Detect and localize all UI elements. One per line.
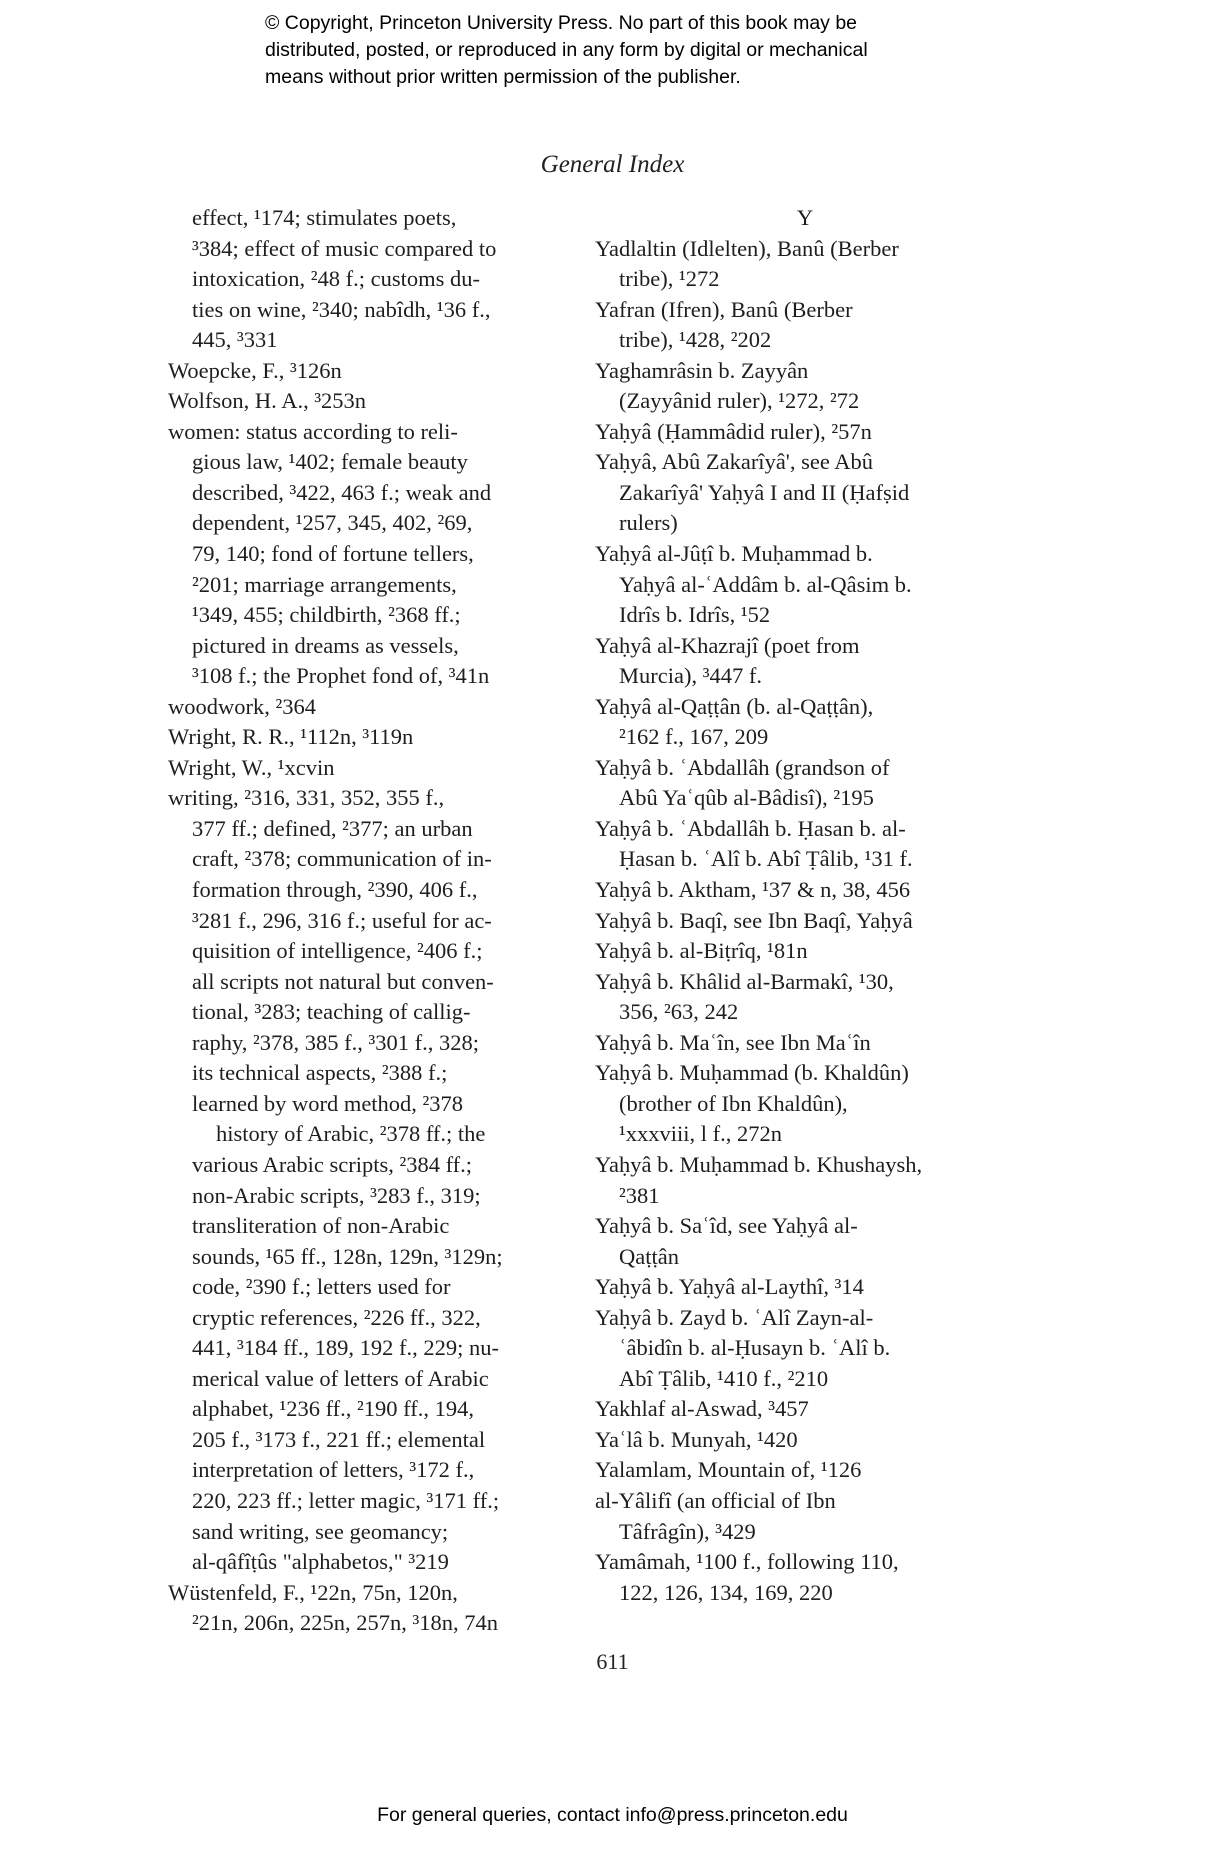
index-line: Abî Ṭâlib, ¹410 f., ²210 [619,1365,829,1391]
index-entry: Yaḥyâ b. Maʿîn, see Ibn Maʿîn [595,1029,871,1055]
index-entry: Yaḥyâ b. ʿAbdallâh b. Ḥasan b. al- [595,815,906,841]
index-line: ¹349, 455; childbirth, ²368 ff.; [192,602,461,628]
index-entry: Yaḥyâ b. al-Biṭrîq, ¹81n [595,938,808,964]
index-line: learned by word method, ²378 [192,1090,464,1116]
index-line: ³281 f., 296, 316 f.; useful for ac- [192,907,492,933]
index-entry: Yaḥyâ (Ḥammâdid ruler), ²57n [595,418,872,444]
index-line: merical value of letters of Arabic [192,1365,489,1391]
index-entry: woodwork, ²364 [168,693,316,719]
index-line: Murcia), ³447 f. [619,663,762,689]
index-entry: Yaḥyâ b. Saʿîd, see Yaḥyâ al- [595,1213,858,1239]
copyright-line: means without prior written permission of the publisher. [265,66,741,88]
index-entry: al-Yâlifî (an official of Ibn [595,1487,836,1513]
index-line: 377 ff.; defined, ²377; an urban [192,815,473,841]
index-line: Ḥasan b. ʿAlî b. Abî Ṭâlib, ¹31 f. [619,846,913,872]
index-line: 356, ²63, 242 [619,999,739,1025]
index-entry: Yaḥyâ b. Aktham, ¹37 & n, 38, 456 [595,877,911,903]
index-line: ¹xxxviii, l f., 272n [619,1121,782,1147]
copyright-line: © Copyright, Princeton University Press. No part of this book may be [265,12,858,34]
index-entry: Yaḥyâ b. Zayd b. ʿAlî Zayn-al- [595,1304,874,1330]
index-line: 445, ³331 [192,327,278,353]
index-entry: Yaḥyâ al-Khazrajî (poet from [595,632,860,658]
index-line: Tâfrâgîn), ³429 [619,1518,756,1544]
index-line: Qaṭṭân [619,1243,679,1269]
index-line: 205 f., ³173 f., 221 ff.; elemental [192,1426,486,1452]
index-entry: Yamâmah, ¹100 f., following 110, [595,1549,899,1575]
index-entry: Woepcke, F., ³126n [168,357,342,383]
index-entry: Wright, W., ¹xcvin [168,754,335,780]
index-line: pictured in dreams as vessels, [192,632,459,658]
index-line: Abû Yaʿqûb al-Bâdisî), ²195 [619,785,874,811]
index-line: transliteration of non-Arabic [192,1213,450,1239]
index-entry: Yaḥyâ, Abû Zakarîyâ', see Abû [595,449,873,475]
index-line: gious law, ¹402; female beauty [192,449,468,475]
index-line: sand writing, see geomancy; [192,1518,449,1544]
copyright-notice [265,10,1025,91]
index-line: ²21n, 206n, 225n, 257n, ³18n, 74n [192,1610,498,1636]
index-entry: Yaḥyâ b. Yaḥyâ al-Laythî, ³14 [595,1274,864,1300]
index-line: non-Arabic scripts, ³283 f., 319; [192,1182,481,1208]
index-entry: Yalamlam, Mountain of, ¹126 [595,1457,862,1483]
index-line: intoxication, ²48 f.; customs du- [192,266,480,292]
page-number: 611 [596,1649,629,1674]
index-column-right [595,203,1015,1608]
index-line: 441, ³184 ff., 189, 192 f., 229; nu- [192,1335,499,1361]
index-entry: Yaḥyâ b. Muḥammad (b. Khaldûn) [595,1060,909,1086]
index-entry: Wüstenfeld, F., ¹22n, 75n, 120n, [168,1579,458,1605]
index-line: cryptic references, ²226 ff., 322, [192,1304,481,1330]
index-line: ties on wine, ²340; nabîdh, ¹36 f., [192,296,491,322]
index-line: ²381 [619,1182,660,1208]
index-line: code, ²390 f.; letters used for [192,1274,451,1300]
index-line: (brother of Ibn Khaldûn), [619,1090,848,1116]
index-line: its technical aspects, ²388 f.; [192,1060,448,1086]
index-line: Yaḥyâ al-ʿAddâm b. al-Qâsim b. [619,571,912,597]
index-entry: Yafran (Ifren), Banû (Berber [595,296,853,322]
index-line: raphy, ²378, 385 f., ³301 f., 328; [192,1029,479,1055]
running-head: General Index [540,151,685,178]
index-line: tional, ³283; teaching of callig- [192,999,471,1025]
index-line: quisition of intelligence, ²406 f.; [192,938,483,964]
index-line: rulers) [619,510,678,536]
footer-contact: For general queries, contact info@press.princeton.edu [377,1804,848,1826]
index-line: 122, 126, 134, 169, 220 [619,1579,833,1605]
index-line: ²201; marriage arrangements, [192,571,457,597]
index-entry: Yaghamrâsin b. Zayyân [595,357,809,383]
index-entry: Yaḥyâ b. Baqî, see Ibn Baqî, Yaḥyâ [595,907,913,933]
index-line: various Arabic scripts, ²384 ff.; [192,1151,473,1177]
index-line: ²162 f., 167, 209 [619,724,769,750]
index-line: sounds, ¹65 ff., 128n, 129n, ³129n; [192,1243,503,1269]
index-entry: Yadlaltin (Idlelten), Banû (Berber [595,235,899,261]
index-entry: Wright, R. R., ¹112n, ³119n [168,724,414,750]
index-line: history of Arabic, ²378 ff.; the [216,1121,486,1147]
index-line: described, ³422, 463 f.; weak and [192,479,492,505]
index-entry: women: status according to reli- [168,418,458,444]
index-entry: Yaḥyâ b. Khâlid al-Barmakî, ¹30, [595,968,894,994]
section-letter: Y [796,205,814,230]
index-entry: writing, ²316, 331, 352, 355 f., [168,785,445,811]
index-line: 220, 223 ff.; letter magic, ³171 ff.; [192,1487,500,1513]
index-line: ʿâbidîn b. al-Ḥusayn b. ʿAlî b. [619,1335,891,1361]
index-line: dependent, ¹257, 345, 402, ²69, [192,510,473,536]
index-line: tribe), ¹428, ²202 [619,327,772,353]
copyright-line: distributed, posted, or reproduced in any form by digital or mechanical [265,39,868,61]
index-line: Idrîs b. Idrîs, ¹52 [619,602,771,628]
index-line: Zakarîyâ' Yaḥyâ I and II (Ḥafṣid [619,479,910,505]
index-line: interpretation of letters, ³172 f., [192,1457,475,1483]
index-line: all scripts not natural but conven- [192,968,494,994]
index-entry: Yaḥyâ al-Jûṭî b. Muḥammad b. [595,541,873,567]
index-entry: Wolfson, H. A., ³253n [168,388,367,414]
index-line: formation through, ²390, 406 f., [192,877,478,903]
index-line: al-qâfîṭûs "alphabetos," ³219 [192,1549,449,1575]
index-line: ³108 f.; the Prophet fond of, ³41n [192,663,490,689]
index-entry: Yaḥyâ b. ʿAbdallâh (grandson of [595,754,890,780]
index-column-left [168,203,578,1639]
index-line: tribe), ¹272 [619,266,720,292]
index-entry: Yaḥyâ b. Muḥammad b. Khushaysh, [595,1151,923,1177]
index-entry: Yaʿlâ b. Munyah, ¹420 [595,1426,798,1452]
index-entry: Yaḥyâ al-Qaṭṭân (b. al-Qaṭṭân), [595,693,874,719]
index-entry: Yakhlaf al-Aswad, ³457 [595,1396,809,1422]
index-line: craft, ²378; communication of in- [192,846,492,872]
index-line: effect, ¹174; stimulates poets, [192,205,457,230]
index-line: 79, 140; fond of fortune tellers, [192,541,474,567]
index-line: (Zayyânid ruler), ¹272, ²72 [619,388,860,414]
index-line: ³384; effect of music compared to [192,235,497,261]
index-line: alphabet, ¹236 ff., ²190 ff., 194, [192,1396,474,1422]
